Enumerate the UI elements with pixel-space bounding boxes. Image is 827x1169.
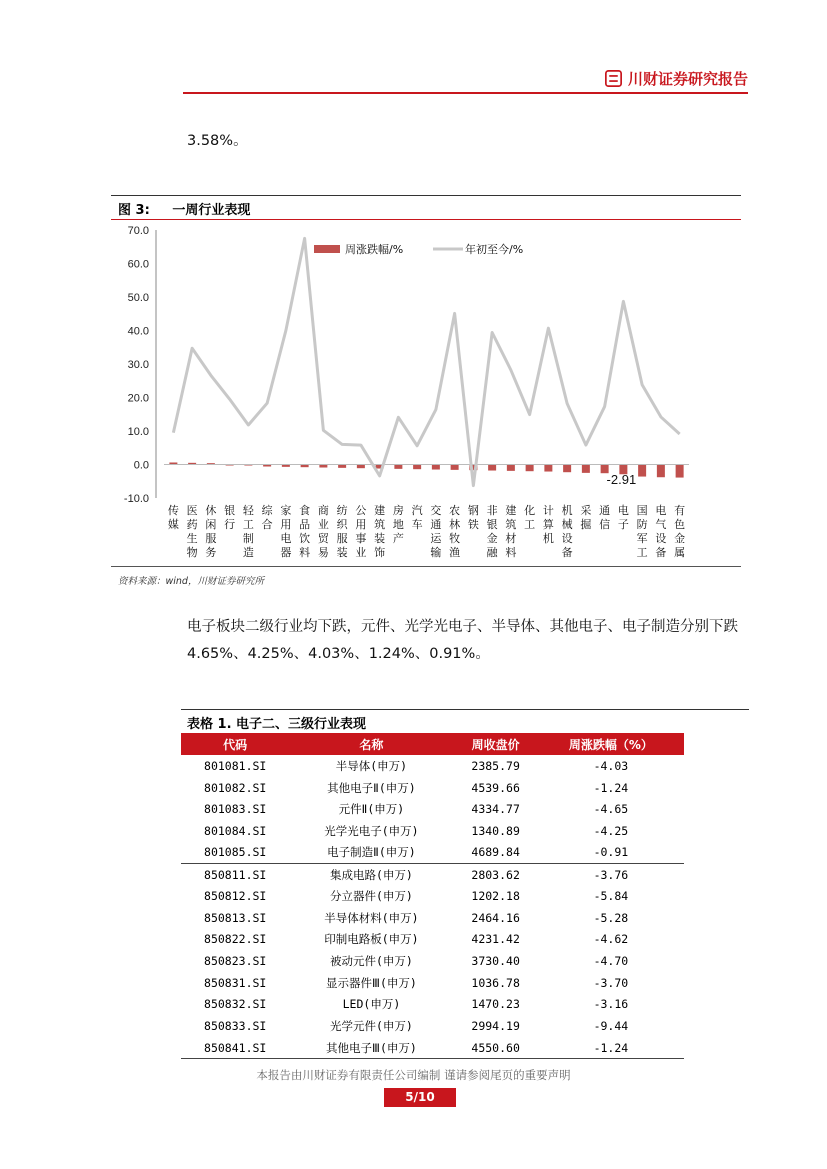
cell-change: -4.03: [593, 758, 629, 773]
cell-change: -3.70: [593, 975, 629, 990]
x-category-label: 建筑装饰: [374, 504, 386, 559]
cell-code: 801082.SI: [204, 780, 267, 795]
x-category-label: 建筑材料: [505, 504, 517, 559]
y-tick-label: 60.0: [127, 258, 149, 271]
cell-name: 其他电子Ⅲ(申万): [289, 1037, 453, 1059]
y-tick-label: 20.0: [127, 392, 149, 405]
cell-change: -1.24: [593, 780, 629, 795]
table-top-rule: [181, 709, 749, 710]
table-row: [181, 863, 684, 885]
y-tick-label: 70.0: [127, 225, 149, 237]
figure-source: 资料来源：wind，川财证券研究所: [118, 576, 264, 587]
data-label: -2.91: [606, 471, 637, 487]
cell-name: 印制电路板(申万): [324, 932, 419, 947]
col-header-name: 名称: [359, 737, 384, 752]
brand-logo-icon: [605, 70, 622, 87]
cell-change: -9.44: [593, 1019, 629, 1034]
table-header-row: [181, 733, 684, 755]
cell-close: 2385.79: [471, 758, 520, 773]
table-label: 表格 1.: [187, 717, 232, 732]
cell-close: 4689.84: [454, 842, 538, 864]
cell-close: 4539.66: [471, 780, 520, 795]
x-category-label: 医药生物: [186, 504, 198, 559]
x-category-label: 传媒: [167, 504, 179, 531]
bar-weekly-change: [526, 465, 534, 472]
x-category-label: 轻工制造: [242, 504, 254, 559]
cell-name: 光学元件(申万): [330, 1019, 413, 1034]
cell-change: -5.28: [593, 910, 629, 925]
cell-code: 850833.SI: [204, 1019, 267, 1034]
cell-code: 801085.SI: [181, 842, 289, 864]
x-category-label: 纺织服装: [336, 504, 348, 559]
table-row: [181, 842, 684, 864]
cell-change: -4.70: [593, 954, 629, 969]
bar-weekly-change: [488, 465, 496, 471]
bar-weekly-change: [544, 465, 552, 472]
figure-title-text: 一周行业表现: [172, 203, 251, 218]
table-row: [181, 972, 684, 994]
cell-code: 801084.SI: [204, 823, 267, 838]
header-divider: [183, 92, 748, 94]
cell-name: LED(申万): [342, 997, 401, 1012]
x-category-label: 国防军工: [636, 504, 648, 559]
figure-title: [118, 199, 250, 218]
table-row: [181, 820, 684, 842]
cell-name: 半导体材料(申万): [324, 910, 419, 925]
bar-weekly-change: [507, 465, 515, 471]
x-category-label: 机械设备: [561, 504, 573, 559]
x-category-label: 电子: [617, 504, 629, 531]
x-category-label: 农林牧渔: [449, 504, 461, 559]
x-category-label: 综合: [261, 504, 273, 531]
cell-close: 2994.19: [471, 1019, 520, 1034]
x-category-label: 非银金融: [486, 504, 498, 559]
cell-name: 分立器件(申万): [330, 888, 413, 903]
cell-close: 1036.78: [471, 975, 520, 990]
cell-change: -4.65: [593, 802, 629, 817]
footer-disclaimer: 本报告由川财证券有限责任公司编制 谨请参阅尾页的重要声明: [256, 1068, 571, 1082]
cell-code: 850823.SI: [204, 954, 267, 969]
cell-name: 显示器件Ⅲ(申万): [326, 975, 417, 990]
col-header-close: 周收盘价: [471, 737, 520, 752]
page-number: 5/10: [384, 1088, 456, 1107]
legend-label: 周涨跌幅/%: [345, 243, 404, 256]
y-tick-label: 0.0: [133, 459, 149, 472]
cell-name: 半导体(申万): [335, 758, 408, 773]
y-tick-label: 10.0: [127, 426, 149, 438]
y-tick-label: 40.0: [127, 325, 149, 338]
cell-close: 4550.60: [454, 1037, 538, 1059]
cell-code: 850841.SI: [181, 1037, 289, 1059]
x-category-label: 房地产: [392, 504, 404, 545]
x-category-label: 休闲服务: [205, 504, 217, 559]
cell-change: -5.84: [593, 888, 629, 903]
cell-name: 元件Ⅱ(申万): [338, 802, 405, 817]
cell-name: 被动元件(申万): [330, 954, 413, 969]
cell-close: 1340.89: [471, 823, 520, 838]
y-tick-label: 50.0: [127, 292, 149, 304]
brand-text: 川财证券研究报告: [627, 70, 748, 88]
table-title-text: 电子二、三级行业表现: [236, 717, 367, 732]
intro-fragment: 3.58%。: [187, 133, 248, 149]
bar-weekly-change: [451, 465, 459, 470]
cell-code: 850812.SI: [204, 888, 267, 903]
electronics-industry-table: [181, 733, 684, 1059]
cell-code: 801081.SI: [204, 758, 267, 773]
table-row: [181, 994, 684, 1016]
table-row: [181, 950, 684, 972]
cell-close: 1470.23: [471, 997, 520, 1012]
cell-change: -4.62: [593, 932, 629, 947]
industry-performance-chart: [111, 222, 741, 564]
y-tick-label: 30.0: [127, 359, 149, 371]
bar-weekly-change: [638, 465, 646, 477]
x-category-label: 银行: [224, 504, 236, 531]
cell-close: 4231.42: [471, 932, 520, 947]
table-row: [181, 1037, 684, 1059]
table-row: [181, 798, 684, 820]
cell-code: 850832.SI: [204, 997, 267, 1012]
cell-close: 2464.16: [471, 910, 520, 925]
cell-change: -3.16: [593, 997, 629, 1012]
x-category-label: 家用电器: [280, 504, 292, 559]
cell-code: 850813.SI: [204, 910, 267, 925]
x-category-label: 化工: [524, 504, 536, 531]
col-header-change: 周涨跌幅（%）: [568, 737, 653, 752]
x-category-label: 有色金属: [674, 504, 686, 559]
bar-weekly-change: [432, 465, 440, 470]
x-category-label: 钢铁: [467, 504, 479, 531]
cell-code: 850831.SI: [204, 975, 267, 990]
cell-code: 850811.SI: [204, 867, 267, 882]
bar-weekly-change: [676, 465, 684, 478]
bar-weekly-change: [338, 465, 346, 468]
header-brand: [605, 68, 748, 89]
legend-label: 年初至今/%: [465, 243, 524, 256]
figure-bottom-rule: [111, 566, 741, 567]
cell-code: 850822.SI: [204, 932, 267, 947]
cell-name: 光学光电子(申万): [324, 823, 419, 838]
x-category-label: 电气设备: [655, 504, 667, 559]
cell-close: 2803.62: [471, 867, 520, 882]
table-row: [181, 885, 684, 907]
table-row: [181, 777, 684, 799]
cell-change: -0.91: [538, 842, 684, 864]
cell-close: 3730.40: [471, 954, 520, 969]
x-category-label: 通信: [599, 504, 611, 531]
cell-close: 1202.18: [471, 888, 520, 903]
body-paragraph: 电子板块二级行业均下跌，元件、光学光电子、半导体、其他电子、电子制造分别下跌 4.65%、4.25%、4.03%、1.24%、0.91%。: [187, 619, 738, 662]
cell-name: 其他电子Ⅱ(申万): [327, 780, 416, 795]
x-category-label: 商业贸易: [317, 504, 329, 559]
bar-weekly-change: [394, 465, 402, 469]
bar-weekly-change: [357, 465, 365, 469]
x-category-label: 汽车: [411, 504, 423, 531]
table-row: [181, 929, 684, 951]
bar-weekly-change: [413, 465, 421, 470]
bar-weekly-change: [582, 465, 590, 473]
cell-code: 801083.SI: [204, 802, 267, 817]
y-tick-label: -10.0: [123, 493, 149, 505]
x-category-label: 采掘: [580, 504, 592, 531]
figure-red-rule: [111, 219, 741, 220]
x-category-label: 食品饮料: [299, 504, 311, 559]
legend-bar-swatch: [314, 245, 340, 253]
cell-name: 电子制造Ⅱ(申万): [289, 842, 453, 864]
cell-change: -1.24: [538, 1037, 684, 1059]
x-category-label: 公用事业: [355, 504, 367, 559]
cell-change: -3.76: [593, 867, 629, 882]
table-row: [181, 1015, 684, 1037]
table-title: [187, 713, 366, 732]
cell-name: 集成电路(申万): [330, 867, 413, 882]
figure-top-rule: [111, 195, 741, 196]
cell-close: 4334.77: [471, 802, 520, 817]
x-category-label: 交通运输: [430, 504, 442, 559]
x-category-label: 计算机: [542, 504, 554, 545]
line-ytd-change: [173, 238, 679, 485]
bar-weekly-change: [563, 465, 571, 473]
table-row: [181, 907, 684, 929]
cell-change: -4.25: [593, 823, 629, 838]
table-row: [181, 755, 684, 777]
col-header-code: 代码: [223, 737, 248, 752]
bar-weekly-change: [657, 465, 665, 478]
figure-label: 图 3:: [118, 203, 150, 218]
